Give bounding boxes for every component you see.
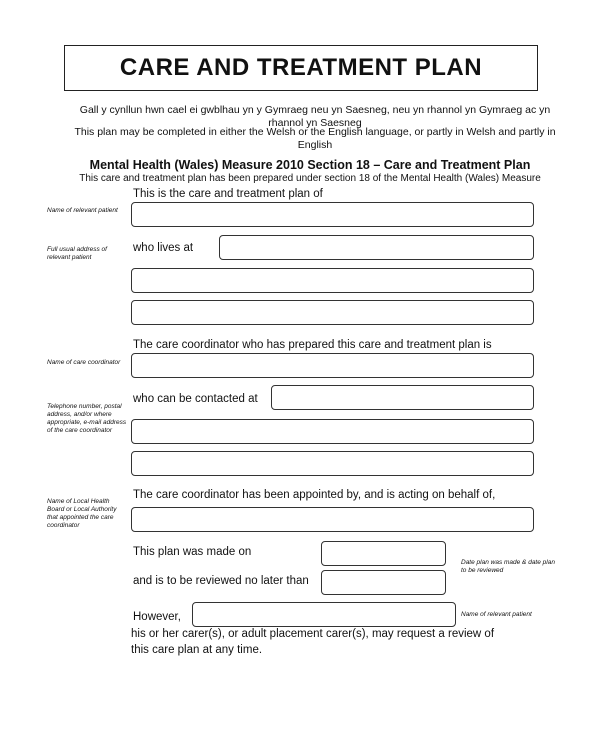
care-plan-of-label: This is the care and treatment plan of — [133, 188, 323, 200]
who-lives-at-label: who lives at — [133, 242, 194, 254]
contact-line3-field[interactable] — [131, 451, 534, 476]
contact-line2-field[interactable] — [131, 419, 534, 444]
side-note-address-patient: Full usual address of relevant patient — [47, 246, 107, 261]
contacted-at-label: who can be contacted at — [133, 393, 258, 405]
appointing-body-field[interactable] — [131, 507, 534, 532]
review-request-line1: his or her carer(s), or adult placement carer(s), may request a review of — [131, 628, 495, 640]
side-note-name-patient-right: Name of relevant patient — [461, 611, 532, 618]
measure-subtext: This care and treatment plan has been prepared under section 18 of the Mental Health (Wales) Measure — [79, 173, 541, 184]
address-line2-field[interactable] — [131, 268, 534, 293]
plan-made-on-label: This plan was made on — [133, 546, 252, 558]
side-note-name-patient: Name of relevant patient — [47, 207, 118, 214]
measure-heading: Mental Health (Wales) Measure 2010 Section 18 – Care and Treatment Plan — [89, 158, 531, 172]
side-note-local-health-board: Name of Local Health Board or Local Authority that appointed the care coordinator — [47, 498, 117, 529]
side-note-contact-details: Telephone number, postal address, and/or where appropriate, e-mail address of the care coordinator — [47, 403, 127, 434]
review-no-later-label: and is to be reviewed no later than — [133, 575, 309, 587]
welsh-language-note: Gall y cynllun hwn cael ei gwblhau yn y Gymraeg neu yn Saesneg, neu yn rhannol yn Gymraeg ac yn rhannol yn Saesneg — [79, 104, 551, 129]
coordinator-name-field[interactable] — [131, 353, 534, 378]
appointed-by-label: The care coordinator has been appointed by, and is acting on behalf of, — [133, 489, 496, 501]
review-request-line2: this care plan at any time. — [131, 644, 263, 656]
side-note-date-plan: Date plan was made & date plan to be reviewed — [461, 559, 555, 574]
english-language-note: This plan may be completed in either the Welsh or the English language, or partly in Welsh and partly in English — [74, 126, 556, 151]
address-line1-field[interactable] — [219, 235, 534, 260]
address-line3-field[interactable] — [131, 300, 534, 325]
review-date-field[interactable] — [321, 570, 446, 595]
contact-line1-field[interactable] — [271, 385, 534, 410]
patient-name-review-field[interactable] — [192, 602, 456, 627]
patient-name-field[interactable] — [131, 202, 534, 227]
however-label: However, — [133, 611, 181, 623]
form-title: CARE AND TREATMENT PLAN — [64, 45, 538, 91]
coordinator-prepared-label: The care coordinator who has prepared this care and treatment plan is — [133, 339, 492, 351]
side-note-name-coordinator: Name of care coordinator — [47, 359, 121, 366]
plan-date-field[interactable] — [321, 541, 446, 566]
